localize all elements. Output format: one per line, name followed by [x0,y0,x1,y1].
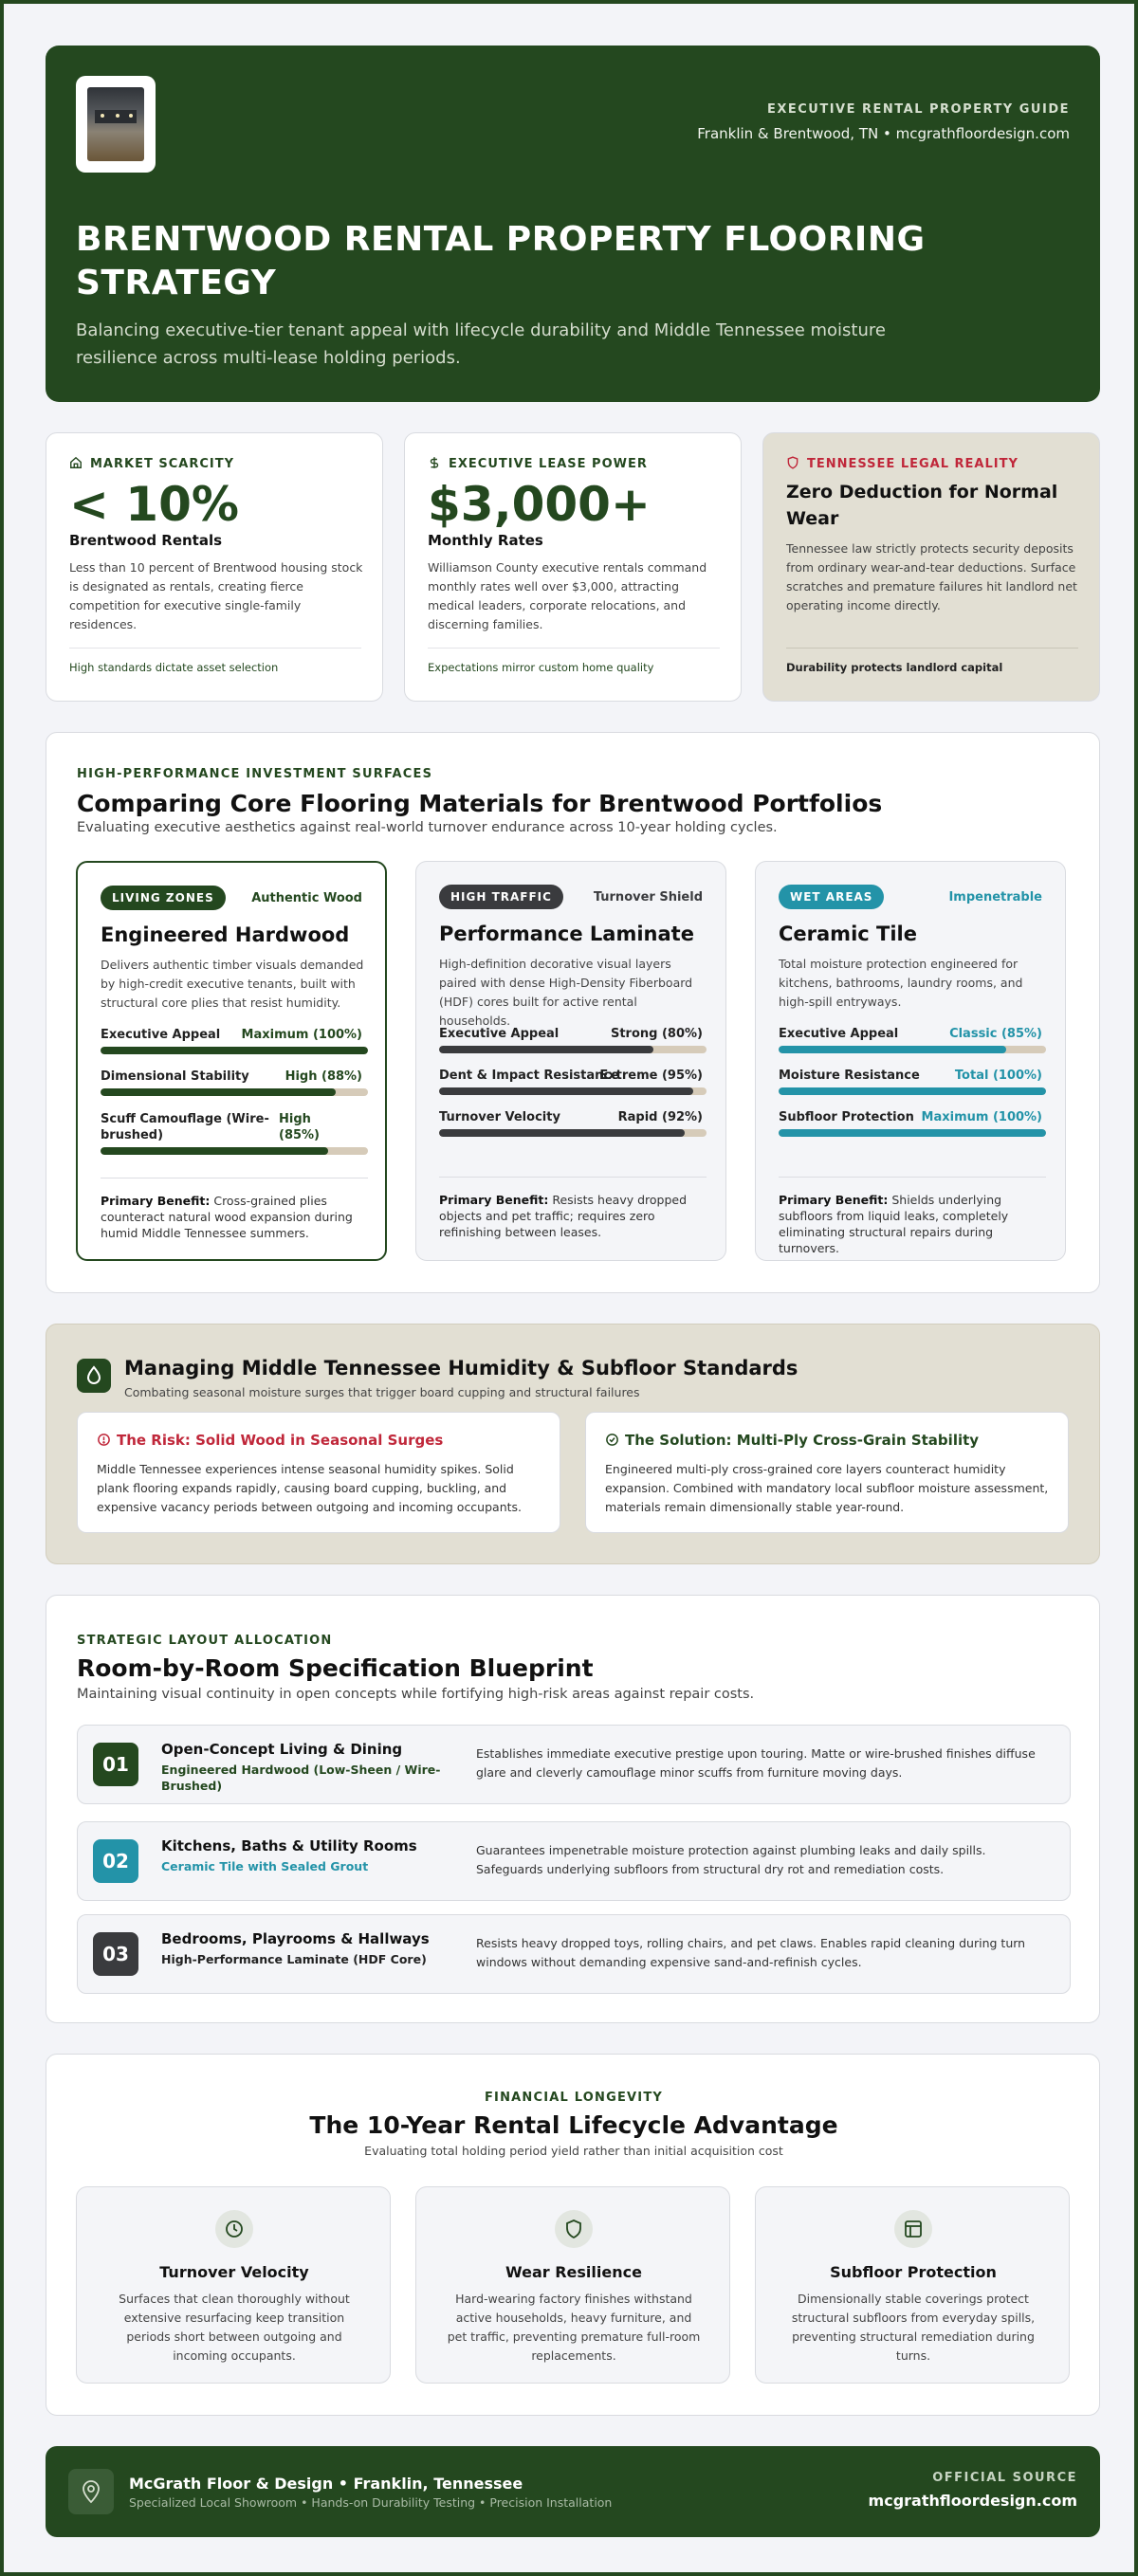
page-title: BRENTWOOD RENTAL PROPERTY FLOORING STRATEGY [76,220,926,302]
room-description: Establishes immediate executive prestige upon touring. Matte or wire-brushed finishes diffuse glare and cleverly camouflage minor scuffs from furniture moving days. [476,1746,1036,1780]
section-title: Room-by-Room Specification Blueprint [77,1654,594,1682]
metric-bar [439,1129,707,1137]
material-card-engineered-hardwood[interactable] [76,861,387,1261]
solution-description: Engineered multi-ply cross-grained core layers counteract humidity expansion. Combined with mandatory local subfloor moisture assessment, materials remain dimensionally stable year-round. [605,1462,1049,1514]
company-name: McGrath Floor & Design • Franklin, Tennessee [129,2475,523,2493]
benefit-card-wear-resilience [415,2186,730,2384]
room-row-kitchens-baths [77,1821,1071,1901]
benefit-title: Turnover Velocity [159,2263,309,2281]
showroom-logo [76,76,156,173]
divider [786,648,1078,649]
material-card-ceramic-tile[interactable] [755,861,1066,1261]
metric-bar [101,1088,368,1096]
section-title: Managing Middle Tennessee Humidity & Subfloor Standards [124,1357,798,1379]
metric-name: Subfloor Protection [779,1110,914,1124]
stat-label: Monthly Rates [428,532,543,549]
stat-kicker: TENNESSEE LEGAL REALITY [786,456,1019,471]
benefit-description: Dimensionally stable coverings protect structural subfloors from everyday spills, preventing structural remediation during turns. [791,2292,1036,2363]
hero-location: Franklin & Brentwood, TN • mcgrathfloordesign.com [697,125,1070,142]
room-spec: Engineered Hardwood (Low-Sheen / Wire-Brushed) [161,1763,441,1793]
material-card-performance-laminate[interactable] [415,861,726,1261]
material-title: Ceramic Tile [779,923,917,945]
metric-value: High (85%) [279,1112,320,1142]
benefit-title: Wear Resilience [505,2263,642,2281]
divider [428,648,720,649]
section-subtitle: Combating seasonal moisture surges that trigger board cupping and structural failures [124,1385,640,1399]
risk-title: The Risk: Solid Wood in Seasonal Surges [97,1432,443,1449]
metric-name: Executive Appeal [101,1028,221,1042]
home-icon [69,456,83,469]
room-row-living-dining [77,1725,1071,1804]
metric-bar [779,1129,1046,1137]
room-spec: Ceramic Tile with Sealed Grout [161,1859,369,1873]
benefit-title: Subfloor Protection [830,2263,997,2281]
material-benefit: Primary Benefit: Resists heavy dropped objects and pet traffic; requires zero refinishing between leases. [439,1193,688,1239]
stat-kicker: MARKET SCARCITY [69,456,234,471]
section-subtitle: Maintaining visual continuity in open concepts while fortifying high-risk areas against repair costs. [77,1687,755,1702]
metric-bar [439,1087,707,1095]
hero-banner [46,46,1100,402]
metric-value: Strong (80%) [610,1027,703,1041]
benefit-card-turnover-velocity [76,2186,391,2384]
material-pill: WET AREAS [779,885,884,909]
divider [439,1177,707,1178]
material-pill: HIGH TRAFFIC [439,885,563,909]
stat-title: Zero Deduction for Normal Wear [786,482,1058,529]
website-link[interactable]: mcgrathfloordesign.com [868,2492,1077,2510]
section-subtitle: Evaluating executive aesthetics against real-world turnover endurance across 10-year holding cycles. [77,820,778,835]
droplet-icon [77,1359,111,1393]
rooms-section [46,1595,1100,2023]
metric-value: Maximum (100%) [241,1028,362,1042]
metric-value: Extreme (95%) [599,1069,703,1083]
metric-name: Scuff Camouflage (Wire-brushed) [101,1112,269,1142]
material-tag: Turnover Shield [593,890,703,904]
stat-description: Less than 10 percent of Brentwood housing stock is designated as rentals, creating fierce competition for executive single-family residences. [69,560,363,631]
metric-name: Dent & Impact Resistance [439,1069,619,1083]
material-description: Total moisture protection engineered for kitchens, bathrooms, laundry rooms, and high-spill entryways. [779,957,1023,1009]
divider [69,648,361,649]
room-description: Guarantees impenetrable moisture protection against plumbing leaks and daily spills. Safeguards underlying subfloors from structural dry rot and remediation costs. [476,1843,986,1876]
stat-value: < 10% [69,477,239,532]
section-title: The 10-Year Rental Lifecycle Advantage [309,2111,838,2139]
risk-description: Middle Tennessee experiences intense seasonal humidity spikes. Solid plank flooring expands rapidly, causing board cupping, buckling, and expensive vacancy periods between outgoing and incoming occupants. [97,1462,523,1514]
risk-box [77,1412,560,1533]
stat-label: Brentwood Rentals [69,532,223,549]
material-title: Performance Laminate [439,923,694,945]
metric-value: Total (100%) [954,1069,1042,1083]
stat-footnote: Durability protects landlord capital [786,661,1003,674]
stat-description: Williamson County executive rentals command monthly rates well over $3,000, attracting medical leaders, corporate relocations, and discerning families. [428,560,707,631]
alert-icon [97,1433,111,1447]
metric-bar [101,1147,368,1155]
company-tagline: Specialized Local Showroom • Hands-on Durability Testing • Precision Installation [129,2495,613,2510]
material-pill: LIVING ZONES [101,886,226,910]
room-spec: High-Performance Laminate (HDF Core) [161,1952,427,1966]
material-benefit: Primary Benefit: Shields underlying subfloors from liquid leaks, completely eliminating structural repairs during turnovers. [779,1193,1009,1255]
shield-icon [555,2210,593,2248]
stat-kicker: EXECUTIVE LEASE POWER [428,456,648,471]
metric-bar [101,1047,368,1054]
dollar-icon [428,456,441,469]
room-number: 01 [93,1743,138,1786]
stat-card-market-scarcity [46,432,383,702]
benefit-card-subfloor-protection [755,2186,1070,2384]
room-title: Kitchens, Baths & Utility Rooms [161,1837,417,1854]
material-description: High-definition decorative visual layers paired with dense High-Density Fiberboard (HDF) cores built for active rental households. [439,957,693,1028]
metric-name: Turnover Velocity [439,1110,560,1124]
shield-icon [786,456,799,469]
stat-description: Tennessee law strictly protects security deposits from ordinary wear-and-tear deductions. Surface scratches and premature failures hit landlord net operating income directly. [786,541,1077,612]
metric-value: Classic (85%) [949,1027,1042,1041]
room-number: 02 [93,1839,138,1883]
humidity-section [46,1324,1100,1564]
stat-card-lease-power [404,432,742,702]
section-subtitle: Evaluating total holding period yield rather than initial acquisition cost [364,2144,783,2158]
room-row-bedrooms-hallways [77,1914,1071,1994]
solution-box [585,1412,1069,1533]
metric-value: Rapid (92%) [617,1110,703,1124]
material-description: Delivers authentic timber visuals demanded by high-credit executive tenants, built with structural core plies that resist humidity. [101,958,364,1010]
layout-icon [894,2210,932,2248]
section-kicker: FINANCIAL LONGEVITY [484,2091,664,2105]
metric-name: Executive Appeal [439,1027,560,1041]
benefit-description: Surfaces that clean thoroughly without extensive resurfacing keep transition periods short between outgoing and incoming occupants. [119,2292,350,2363]
check-circle-icon [605,1433,619,1447]
metric-name: Executive Appeal [779,1027,899,1041]
metric-name: Dimensional Stability [101,1069,249,1084]
material-tag: Impenetrable [948,890,1042,904]
metric-bar [779,1087,1046,1095]
section-title: Comparing Core Flooring Materials for Brentwood Portfolios [77,790,883,817]
material-tag: Authentic Wood [251,891,362,905]
metric-name: Moisture Resistance [779,1069,920,1083]
material-benefit: Primary Benefit: Cross-grained plies counteract natural wood expansion during humid Middle Tennessee summers. [101,1194,353,1240]
footer [46,2446,1100,2537]
stat-footnote: High standards dictate asset selection [69,661,279,674]
showroom-photo [87,87,144,161]
divider [779,1177,1046,1178]
source-label: OFFICIAL SOURCE [932,2471,1077,2485]
metric-bar [779,1046,1046,1053]
map-pin-icon [68,2469,114,2514]
metric-value: High (88%) [284,1069,362,1084]
material-title: Engineered Hardwood [101,923,350,946]
stat-value: $3,000+ [428,477,651,532]
metric-value: Maximum (100%) [921,1110,1042,1124]
hero-kicker: EXECUTIVE RENTAL PROPERTY GUIDE [766,102,1070,117]
room-title: Bedrooms, Playrooms & Hallways [161,1930,430,1947]
metric-bar [439,1046,707,1053]
section-kicker: HIGH-PERFORMANCE INVESTMENT SURFACES [77,767,433,781]
stat-footnote: Expectations mirror custom home quality [428,661,654,674]
room-number: 03 [93,1932,138,1976]
section-kicker: STRATEGIC LAYOUT ALLOCATION [77,1634,333,1648]
benefit-description: Hard-wearing factory finishes withstand active households, heavy furniture, and pet traffic, preventing premature full-room replacements. [447,2292,701,2363]
solution-title: The Solution: Multi-Ply Cross-Grain Stability [605,1432,979,1449]
room-description: Resists heavy dropped toys, rolling chairs, and pet claws. Enables rapid cleaning during turn windows without demanding expensive sand-and-refinish cycles. [476,1936,1026,1969]
stat-card-legal-reality [762,432,1100,702]
room-title: Open-Concept Living & Dining [161,1741,403,1758]
page-subtitle: Balancing executive-tier tenant appeal with lifecycle durability and Middle Tennessee moisture resilience across multi-lease holding periods. [76,320,886,368]
clock-icon [215,2210,253,2248]
